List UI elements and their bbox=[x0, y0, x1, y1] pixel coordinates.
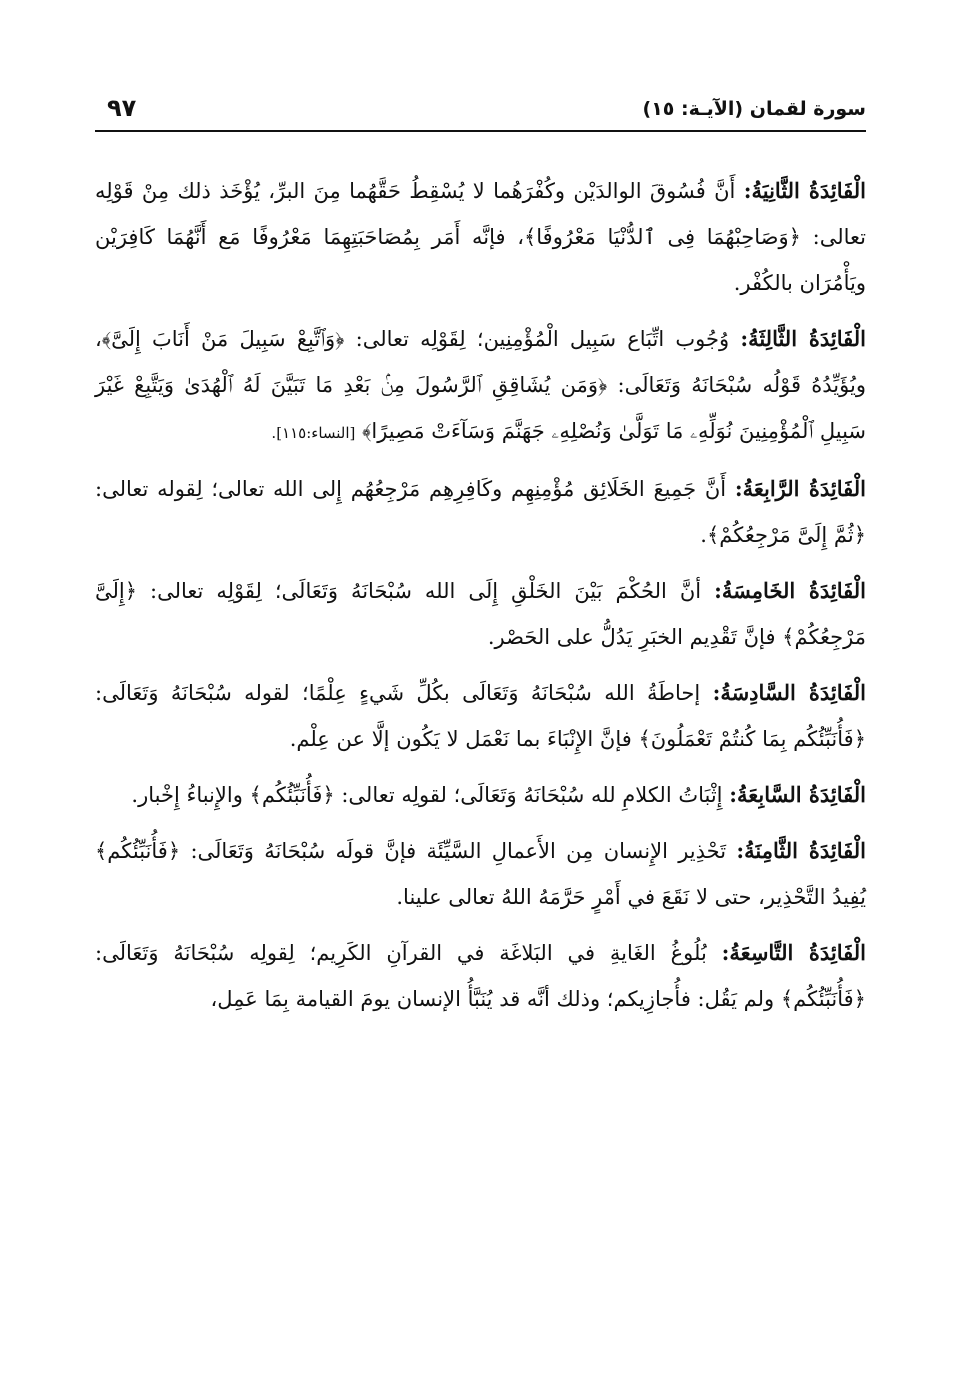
paragraph-heading: الْفَائِدَةُ الثَّامِنَةُ: bbox=[736, 838, 866, 863]
paragraph-benefit-2 bbox=[95, 168, 866, 306]
paragraph-benefit-5 bbox=[95, 568, 866, 660]
page-body bbox=[95, 168, 866, 1032]
paragraph-benefit-8 bbox=[95, 828, 866, 920]
paragraph-heading: الْفَائِدَةُ الثَّالِثَةُ: bbox=[740, 326, 866, 351]
paragraph-text: إِثْبَاتُ الكلامِ لله سُبْحَانَهُ وَتَعَالَى؛ لقولِه تعالى: ﴿فَأُنَبِّئُكُم﴾ والإِنباءُ إِخْبار. bbox=[131, 783, 730, 807]
verse-reference: [النساء:١١٥]. bbox=[271, 424, 356, 442]
paragraph-text: بُلُوغُ الغَايةِ في البَلاغَة في القرآنِ الكَرِيم؛ لِقولِه سُبْحَانَهُ وَتَعَالَى: ﴿فَأُنَبِّئُكُم﴾ ولم يَقُل: فأُجازِيكم؛ وذلك أنَّه قد يُنَبَّأُ الإنسان يومَ القيامة بِمَا عَمِل، bbox=[95, 941, 866, 1011]
paragraph-text: إحاطَةُ الله سُبْحَانَهُ وَتَعَالَى بكُلِّ شَيءٍ عِلْمًا؛ لقوله سُبْحَانَهُ وَتَعَالَى: ﴿فَأُنَبِّئُكُم بِمَا كُنتُمْ تَعْمَلُونَ﴾ فإنَّ الإِنْبَاءَ بما نَعْمَل لا يَكُون إلَّا عن عِلْم. bbox=[95, 681, 866, 751]
paragraph-text: أنَّ الحُكْمَ بَيْنَ الخَلْقِ إِلَى الله سُبْحَانَهُ وَتَعَالَى؛ لِقَوْلِه تعالى: ﴿إِلَىَّ مَرْجِعُكُمْ﴾ فإنَّ تَقْدِيم الخبَرِ يَدُلُّ على الحَصْر. bbox=[95, 579, 866, 649]
paragraph-heading: الْفَائِدَةُ الرَّابِعَةُ: bbox=[734, 476, 866, 501]
paragraph-heading: الْفَائِدَةُ السَّابِعَةُ: bbox=[729, 782, 866, 807]
paragraph-text: تَحْذِير الإِنسان مِن الأَعمالِ السَّيِّئَة فإنَّ قولَه سُبْحَانَهُ وَتَعَالَى: ﴿فَأُنَبِّئُكُم﴾ يُفِيدُ التَّحْذِير، حتى لا نَقَعَ في أَمْرٍ حَرَّمَهُ اللهُ تعالى علينا. bbox=[95, 839, 866, 909]
paragraph-heading: الْفَائِدَةُ التَّاسِعَةُ: bbox=[721, 940, 866, 965]
paragraph-heading: الْفَائِدَةُ الخَامِسَةُ: bbox=[714, 578, 866, 603]
paragraph-benefit-7 bbox=[95, 772, 866, 818]
paragraph-benefit-4 bbox=[95, 466, 866, 558]
paragraph-heading: الْفَائِدَةُ السَّادِسَةُ: bbox=[712, 680, 866, 705]
paragraph-benefit-3 bbox=[95, 316, 866, 456]
paragraph-heading: الْفَائِدَةُ الثَّانِيَةُ: bbox=[743, 178, 866, 203]
paragraph-benefit-6 bbox=[95, 670, 866, 762]
page-header bbox=[95, 96, 866, 132]
paragraph-text: أَنَّ جَمِيعَ الخَلَائِق مُؤْمِنِهِم وكَافِرِهِم مَرْجِعُهُم إِلى الله تعالى؛ لِقوله تعالى: ﴿ثُمَّ إِلَىَّ مَرْجِعُكُمْ﴾. bbox=[95, 477, 866, 547]
paragraph-text: أَنَّ فُسُوقَ الوالدَيْن وكُفْرَهُما لا يُسْقِطُ حَقَّهُما مِنَ البرِّ، يُؤْخَذ ذلك مِنْ قَوْلِه تعالى: ﴿وَصَاحِبْهُمَا فِى ٱلدُّنْيَا مَعْرُوفًا﴾، فإنَّه أَمَر بِمُصَاحَبَتِهِمَا مَعْرُوفًا مَع أَنَّهُمَا كَافِرَيْن ويَأْمُرَان بالكُفْر. bbox=[95, 179, 866, 295]
running-title: سورة لقمان (الآيـة: ١٥) bbox=[642, 98, 866, 120]
paragraph-benefit-9 bbox=[95, 930, 866, 1022]
paragraph-text: وُجُوب اتِّبَاع سَبِيل الْمُؤْمِنِين؛ لِقَوْلِه تعالى: ﴿وَٱتَّبِعْ سَبِيلَ مَنْ أَنَابَ إِلَىَّ﴾، ويُؤَيِّدُهُ قَوْلُه سُبْحَانَهُ وَتَعَالَى: ﴿وَمَن يُشَاقِقِ ٱلرَّسُولَ مِنۢ بَعْدِ مَا تَبَيَّنَ لَهُ ٱلْهُدَىٰ وَيَتَّبِعْ غَيْرَ سَبِيلِ ٱلْمُؤْمِنِينَ نُوَلِّهِۦ مَا تَوَلَّىٰ وَنُصْلِهِۦ جَهَنَّمَ وَسَآءَتْ مَصِيرًا﴾ bbox=[95, 327, 866, 443]
page-number: ٩٧ bbox=[107, 94, 137, 122]
